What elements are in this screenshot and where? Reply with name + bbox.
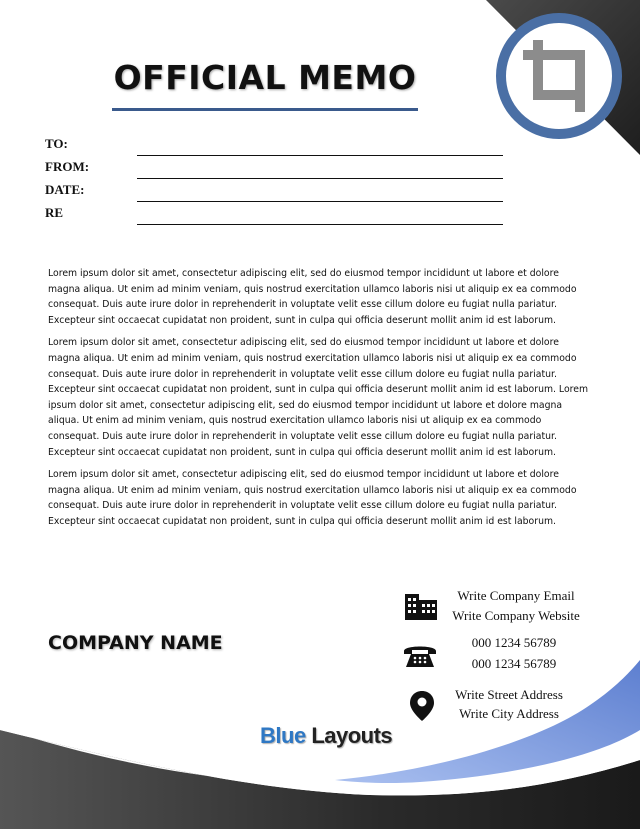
field-date-label: DATE: <box>45 182 85 197</box>
field-date-line[interactable] <box>137 201 503 202</box>
field-re-label: RE <box>45 205 64 220</box>
field-to-label: TO: <box>45 136 68 151</box>
field-to-line[interactable] <box>137 155 503 156</box>
title-underline <box>112 108 418 111</box>
body-paragraph: Lorem ipsum dolor sit amet, consectetur adipiscing elit, sed do eiusmod tempor incididunt ut labore et dolore magna aliqua. Ut enim ad minim veniam, quis nostrud exercitation ullamco laboris nisi ut aliquip ex ea commodo consequat. Duis aute irure dolor in reprehenderit in voluptate velit esse cillum dolore eu fugiat nulla pariatur. Excepteur sint occaecat cupidatat non proident, sunt in culpa qui officia deserunt mollit anim id est laborum. <box>48 469 577 527</box>
street-address: Write Street Address <box>455 687 563 702</box>
location-pin-icon <box>409 690 435 722</box>
field-from-line[interactable] <box>137 178 503 179</box>
memo-title: OFFICIAL MEMO <box>113 58 417 97</box>
body-paragraph: Lorem ipsum dolor sit amet, consectetur adipiscing elit, sed do eiusmod tempor incididunt ut labore et dolore magna aliqua. Ut enim ad minim veniam, quis nostrud exercitation ullamco laboris nisi ut aliquip ex ea commodo consequat. Duis aute irure dolor in reprehenderit in voluptate velit esse cillum dolore eu fugiat nulla pariatur. Excepteur sint occaecat cupidatat non proident, sunt in culpa qui officia deserunt mollit anim id est laborum. <box>48 268 577 326</box>
crop-logo-icon <box>495 12 623 140</box>
brand-logo-part2: Layouts <box>311 723 393 748</box>
body-paragraph: Lorem ipsum dolor sit amet, consectetur adipiscing elit, sed do eiusmod tempor incididunt ut labore et dolore magna aliqua. Ut enim ad minim veniam, quis nostrud exercitation ullamco laboris nisi ut aliquip ex ea commodo consequat. Duis aute irure dolor in reprehenderit in voluptate velit esse cillum dolore eu fugiat nulla pariatur. Excepteur sint occaecat cupidatat non proident, sunt in culpa qui officia deserunt mollit anim id est laborum. Lorem ipsum dolor sit amet, consectetur adipiscing elit, sed do eiusmod tempor incididunt ut labore et dolore magna aliqua. Ut enim ad minim veniam, quis nostrud exercitation ullamco laboris nisi ut aliquip ex ea commodo consequat. Duis aute irure dolor in reprehenderit in voluptate velit esse cillum dolore eu fugiat nulla pariatur. Excepteur sint occaecat cupidatat non proident, sunt in culpa qui officia deserunt mollit anim id est laborum. <box>48 337 589 458</box>
brand-logo-part1: Blue <box>260 723 306 748</box>
telephone-icon <box>402 643 438 669</box>
company-name: COMPANY NAME <box>48 632 223 654</box>
company-website: Write Company Website <box>452 608 580 623</box>
brand-logo <box>260 723 392 749</box>
field-re-line[interactable] <box>137 224 503 225</box>
field-from-label: FROM: <box>45 159 90 174</box>
company-phone-2: 000 1234 56789 <box>471 656 557 671</box>
city-address: Write City Address <box>459 706 559 721</box>
memo-body <box>48 266 594 537</box>
company-phone-1: 000 1234 56789 <box>471 635 557 650</box>
building-icon <box>403 590 439 620</box>
company-email: Write Company Email <box>457 588 575 603</box>
